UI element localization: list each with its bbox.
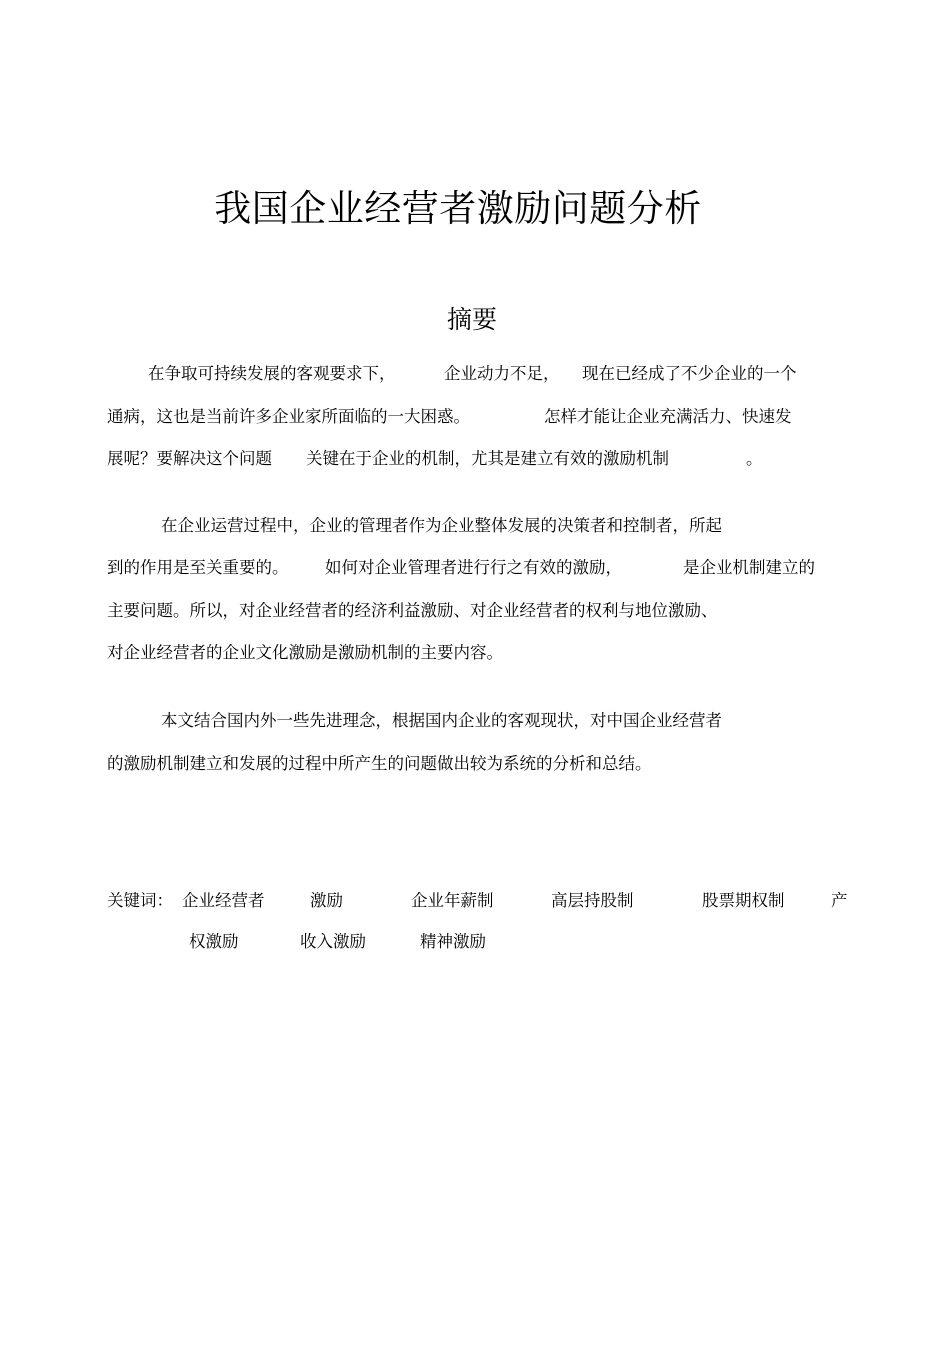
text-segment: 主要问题。所以，对企业经营者的经济利益激励、对企业经营者的权利与地位激励、 <box>107 601 718 620</box>
keyword: 激励 <box>310 891 343 910</box>
keyword: 产 <box>831 891 848 910</box>
text-segment: 如何对企业管理者进行行之有效的激励， <box>325 558 622 577</box>
text-segment: 到的作用是至关重要的。 <box>107 558 289 577</box>
keyword: 企业年薪制 <box>411 891 494 910</box>
keyword: 权激励 <box>189 932 239 951</box>
text-segment: 在企业运营过程中，企业的管理者作为企业整体发展的决策者和控制者，所起 <box>161 516 722 535</box>
text-segment: 企业动力不足， <box>444 364 560 383</box>
document-title: 我国企业经营者激励问题分析 <box>214 187 702 230</box>
keyword: 精神激励 <box>420 932 486 951</box>
keyword: 企业经营者 <box>182 891 265 910</box>
text-segment: 在争取可持续发展的客观要求下， <box>148 364 396 383</box>
text-segment: 现在已经成了不少企业的一个 <box>582 364 797 383</box>
text-segment: 关键在于企业的机制，尤其是建立有效的激励机制 <box>306 449 669 468</box>
text-segment: 展呢？要解决这个问题 <box>107 449 272 468</box>
text-segment: 。 <box>746 449 763 468</box>
keyword: 收入激励 <box>300 932 366 951</box>
text-segment: 怎样才能让企业充满活力、快速发 <box>544 407 792 426</box>
keywords-label: 关键词： <box>107 891 173 910</box>
abstract-heading: 摘要 <box>446 305 497 334</box>
text-segment: 通病，这也是当前许多企业家所面临的一大困惑。 <box>107 407 470 426</box>
text-segment: 对企业经营者的企业文化激励是激励机制的主要内容。 <box>107 643 503 662</box>
text-segment: 的激励机制建立和发展的过程中所产生的问题做出较为系统的分析和总结。 <box>107 754 652 773</box>
text-segment: 是企业机制建立的 <box>683 558 815 577</box>
keyword: 股票期权制 <box>702 891 785 910</box>
text-segment: 本文结合国内外一些先进理念，根据国内企业的客观现状，对中国企业经营者 <box>161 711 722 730</box>
keyword: 高层持股制 <box>551 891 634 910</box>
